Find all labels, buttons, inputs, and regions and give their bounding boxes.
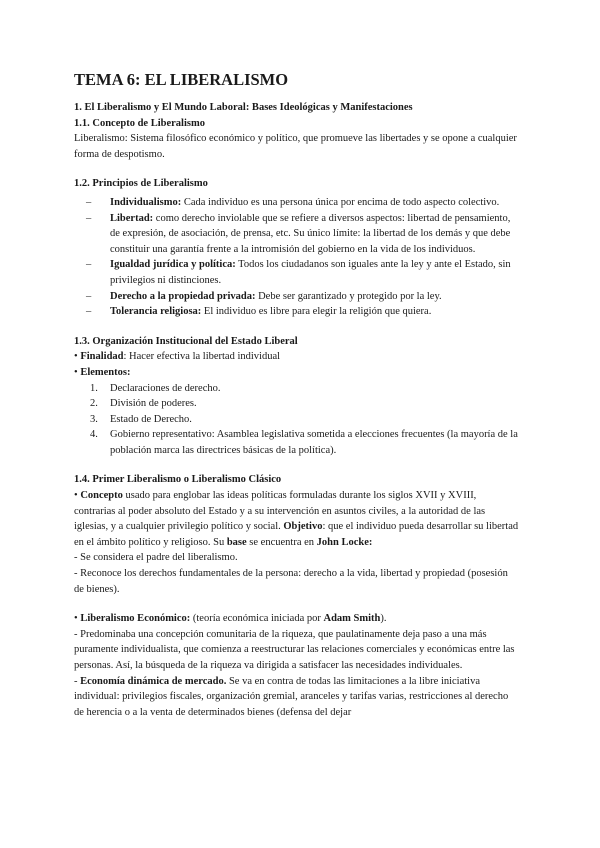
- dash-bullet-icon: –: [86, 259, 92, 271]
- document-page: [74, 70, 520, 720]
- subsection-heading-1-1: 1.1. Concepto de Liberalismo: [74, 117, 205, 129]
- bullet-icon: •: [74, 490, 81, 502]
- dash-bullet-icon: –: [86, 196, 92, 208]
- list-item: – Tolerancia religiosa: El individuo es libre para elegir la religión que quiera.: [74, 304, 520, 320]
- subsection-heading-1-2: 1.2. Principios de Liberalismo: [74, 178, 208, 190]
- locke-point-1: - Se considera el padre del liberalismo.: [74, 552, 238, 564]
- subsection-heading-1-4: 1.4. Primer Liberalismo o Liberalismo Clásico: [74, 474, 282, 486]
- list-item: – Individualismo: Cada individuo es una persona única por encima de todo aspecto colectivo.: [74, 195, 520, 211]
- bullet-icon: •: [74, 366, 81, 378]
- list-item: – Igualdad jurídica y política: Todos los ciudadanos son iguales ante la ley y ante el Estado, sin privilegios ni distinciones.: [86, 259, 511, 286]
- list-item: 2. División de poderes.: [90, 398, 197, 410]
- finalidad-line: • Finalidad: Hacer efectiva la libertad individual: [74, 351, 281, 363]
- section-heading-1: 1. El Liberalismo y El Mundo Laboral: Bases Ideológicas y Manifestaciones: [74, 102, 413, 113]
- principles-list: [74, 195, 520, 320]
- bullet-icon: •: [74, 351, 81, 363]
- econ-point-1: - Predominaba una concepción comunitaria de la riqueza, que paulatinamente deja paso a una más puramente individualista, que comienza a reestructurar las relaciones comerciales y económicas entre las personas. Así, la búsqueda de la riqueza va dirigida a satisfacer las necesidades individuales.: [74, 628, 515, 671]
- list-item: 3. Estado de Derecho.: [90, 413, 192, 425]
- econ-liberalism-line: • Liberalismo Económico: (teoría económica iniciada por Adam Smith).: [74, 613, 387, 625]
- list-item: – Derecho a la propiedad privada: Debe ser garantizado y protegido por la ley.: [74, 289, 520, 305]
- elementos-line: • Elementos:: [74, 366, 131, 378]
- concepto-paragraph: • Concepto usado para englobar las ideas políticas formuladas durante los siglos XVII y XVIII, contrarias al poder absoluto del Estado y a su intervención en asuntos civiles, a la autoridad de las iglesias, y a cualquier privilegio político y social. Objetivo: que el individuo pueda desarrollar su libertad en el ámbito político y religioso. Su base se encuentra en John Locke:: [74, 490, 519, 548]
- dash-bullet-icon: –: [86, 212, 92, 224]
- elements-list: [74, 381, 520, 459]
- econ-point-2: - Economía dinámica de mercado. Se va en contra de todas las limitaciones a la libre iniciativa individual: privilegios fiscales, organización gremial, aranceles y tarifas varias, restricciones al derecho de herencia o a la venta de determinados bienes (defensa del dejar: [74, 675, 509, 718]
- list-item: 1. Declaraciones de derecho.: [90, 382, 221, 394]
- dash-bullet-icon: –: [86, 290, 92, 302]
- locke-point-2: - Reconoce los derechos fundamentales de la persona: derecho a la vida, libertad y propiedad (posesión de bienes).: [74, 568, 508, 595]
- list-item: 4. Gobierno representativo: Asamblea legislativa sometida a elecciones frecuentes (la mayoría de la población marca las directrices básicas de la política).: [90, 429, 518, 456]
- document-title: TEMA 6: EL LIBERALISMO: [74, 70, 289, 89]
- bullet-icon: •: [74, 613, 81, 625]
- subsection-heading-1-3: 1.3. Organización Institucional del Estado Liberal: [74, 335, 298, 347]
- concept-paragraph: Liberalismo: Sistema filosófico económico y político, que promueve las libertades y se opone a cualquier forma de despotismo.: [74, 133, 517, 160]
- list-item: – Libertad: como derecho inviolable que se refiere a diversos aspectos: libertad de pensamiento, de expresión, de asociación, de prensa, etc. Su único límite: la libertad de los demás y que debe constituir una garantía frente a la intromisión del gobierno en la vida de los individuos.: [86, 212, 511, 255]
- dash-bullet-icon: –: [86, 306, 92, 318]
